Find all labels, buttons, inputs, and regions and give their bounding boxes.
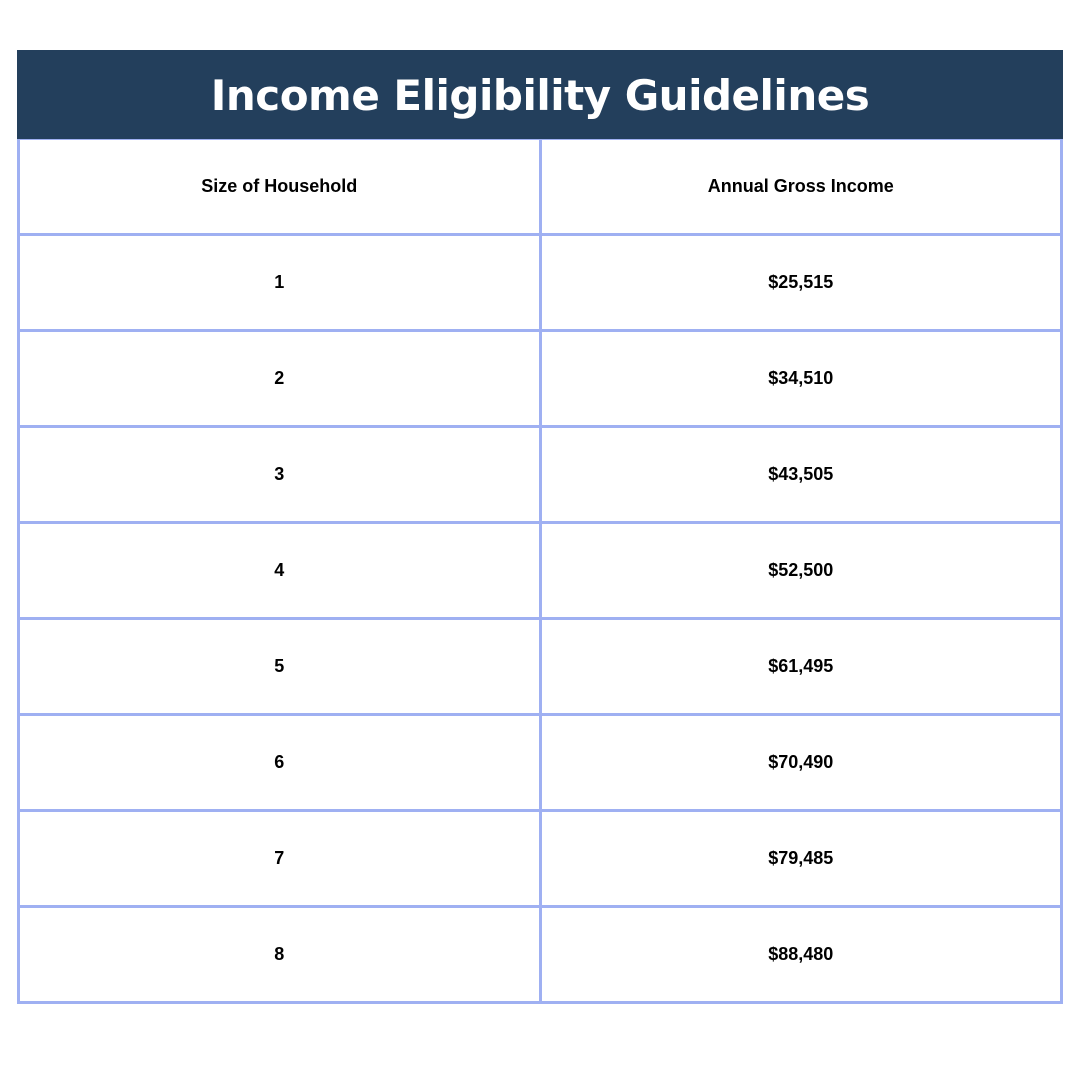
table-row — [19, 907, 1062, 1003]
table-row — [19, 235, 1062, 331]
table-row — [19, 619, 1062, 715]
household-size-cell: 4 — [19, 523, 541, 619]
household-size-cell: 2 — [19, 331, 541, 427]
page-title: Income Eligibility Guidelines — [210, 70, 870, 120]
income-cell: $61,495 — [540, 619, 1062, 715]
household-size-cell: 1 — [19, 235, 541, 331]
income-cell: $70,490 — [540, 715, 1062, 811]
header-household-size: Size of Household — [19, 140, 541, 235]
income-cell: $79,485 — [540, 811, 1062, 907]
table-header-row — [19, 140, 1062, 235]
income-cell: $52,500 — [540, 523, 1062, 619]
household-size-cell: 7 — [19, 811, 541, 907]
income-cell: $88,480 — [540, 907, 1062, 1003]
income-cell: $43,505 — [540, 427, 1062, 523]
income-eligibility-table — [17, 139, 1063, 1004]
table-row — [19, 715, 1062, 811]
income-cell: $25,515 — [540, 235, 1062, 331]
table-row — [19, 331, 1062, 427]
household-size-cell: 3 — [19, 427, 541, 523]
household-size-cell: 6 — [19, 715, 541, 811]
table-row — [19, 811, 1062, 907]
title-banner — [17, 50, 1063, 140]
income-cell: $34,510 — [540, 331, 1062, 427]
table-row — [19, 427, 1062, 523]
household-size-cell: 8 — [19, 907, 541, 1003]
header-annual-gross-income: Annual Gross Income — [540, 140, 1062, 235]
household-size-cell: 5 — [19, 619, 541, 715]
table-row — [19, 523, 1062, 619]
